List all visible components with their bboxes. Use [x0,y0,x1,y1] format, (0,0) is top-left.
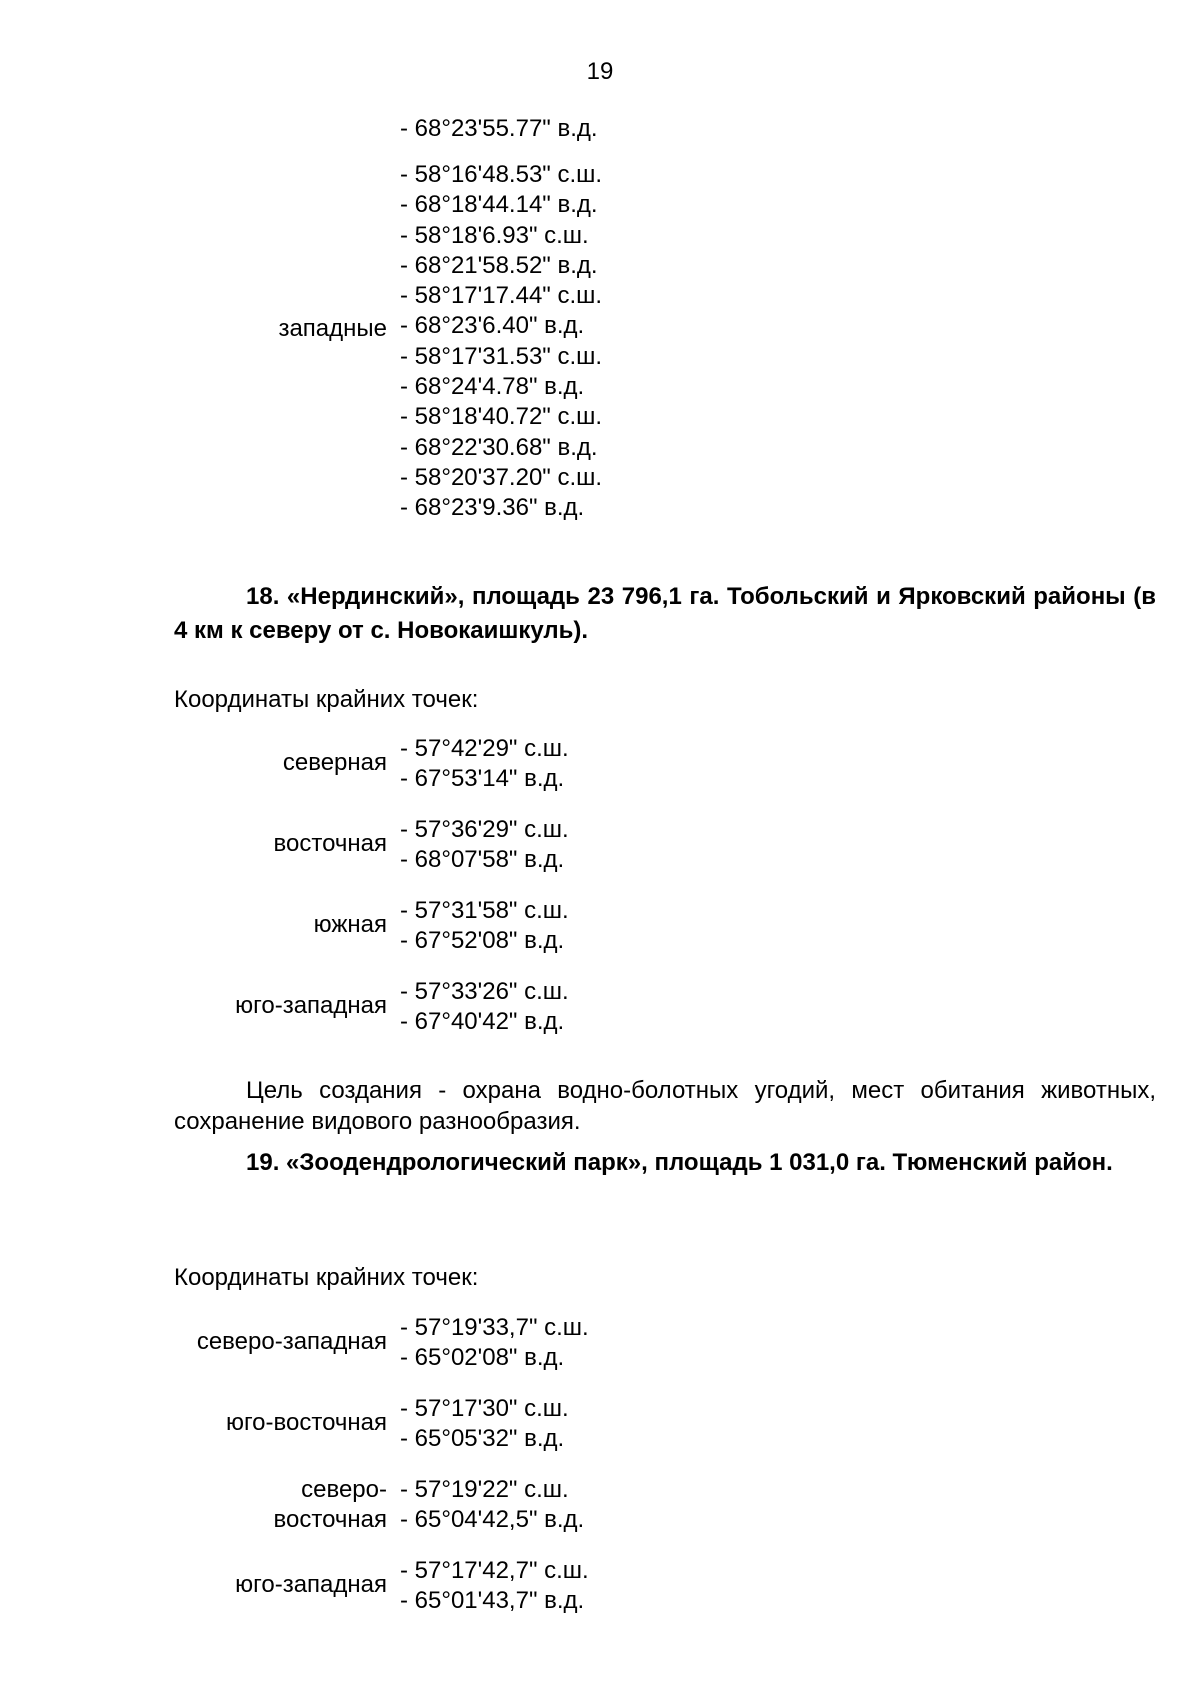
point-label-south: южная [313,911,387,938]
purpose-paragraph: Цель создания - охрана водно-болотных угодий, мест обитания животных, сохранение видового разнообразия. [174,1077,1156,1135]
west-coordinates-list [400,160,602,524]
coordinate-line: - 68°23'9.36" в.д. [400,494,585,522]
section-18-heading: 18. «Нердинский», площадь 23 796,1 га. Тобольский и Ярковский районы (в 4 км к северу от с. Новокаишкуль). [174,583,1156,644]
latitude: - 57°17'42,7" с.ш. [400,1557,589,1584]
latitude: - 57°19'33,7" с.ш. [400,1314,589,1341]
point-label-southwest: юго-западная [235,1571,387,1598]
coordinate-line: - 68°24'4.78" в.д. [400,373,585,401]
coordinate-pair [400,896,569,957]
longitude: - 68°07'58" в.д. [400,846,565,874]
coordinate-line: - 58°18'6.93" с.ш. [400,221,589,249]
latitude: - 57°17'30" с.ш. [400,1395,569,1422]
coords-title: Координаты крайних точек: [174,1264,479,1291]
page-number: 19 [586,58,614,85]
coordinate-line: - 58°17'17.44" с.ш. [400,282,603,310]
coords-title: Координаты крайних точек: [174,686,479,713]
latitude: - 57°36'29" с.ш. [400,816,569,843]
coordinate-line: - 68°18'44.14" в.д. [400,191,598,219]
coordinate-line: - 58°20'37.20" с.ш. [400,463,603,491]
coordinate-line: - 68°23'55.77" в.д. [400,115,598,142]
coordinate-pair [400,977,569,1038]
coordinate-line: - 58°16'48.53" с.ш. [400,161,603,188]
point-label-east: восточная [273,830,387,857]
coordinate-pair [400,1394,569,1455]
longitude: - 67°53'14" в.д. [400,765,565,793]
point-label-southwest: юго-западная [235,992,387,1019]
coordinate-pair [400,1556,589,1617]
latitude: - 57°42'29" с.ш. [400,735,569,762]
coordinate-line: - 68°21'58.52" в.д. [400,251,598,279]
coordinate-pair [400,1313,589,1374]
longitude: - 65°02'08" в.д. [400,1344,565,1372]
section-19-heading: 19. «Зоодендрологический парк», площадь 1 031,0 га. Тюменский район. [246,1149,1113,1176]
coordinate-line: - 58°17'31.53" с.ш. [400,342,603,370]
latitude: - 57°31'58" с.ш. [400,897,569,924]
longitude: - 65°04'42,5" в.д. [400,1506,585,1534]
longitude: - 65°05'32" в.д. [400,1425,565,1453]
coordinate-pair [400,734,569,795]
longitude: - 67°52'08" в.д. [400,927,565,955]
point-label-southeast: юго-восточная [225,1409,387,1436]
longitude: - 67°40'42" в.д. [400,1008,565,1036]
point-label-north: северная [282,749,387,776]
point-label-west: западные [278,315,387,342]
coordinate-line: - 58°18'40.72" с.ш. [400,403,603,431]
coordinate-pair [400,815,569,876]
longitude: - 65°01'43,7" в.д. [400,1587,585,1615]
coordinate-line: - 68°23'6.40" в.д. [400,312,585,340]
point-label-northwest: северо-западная [196,1328,387,1355]
latitude: - 57°19'22" с.ш. [400,1476,569,1503]
latitude: - 57°33'26" с.ш. [400,978,569,1005]
coordinate-pair [400,1475,584,1536]
coordinate-line: - 68°22'30.68" в.д. [400,433,598,461]
point-label-northeast: северо- восточная [273,1476,387,1534]
